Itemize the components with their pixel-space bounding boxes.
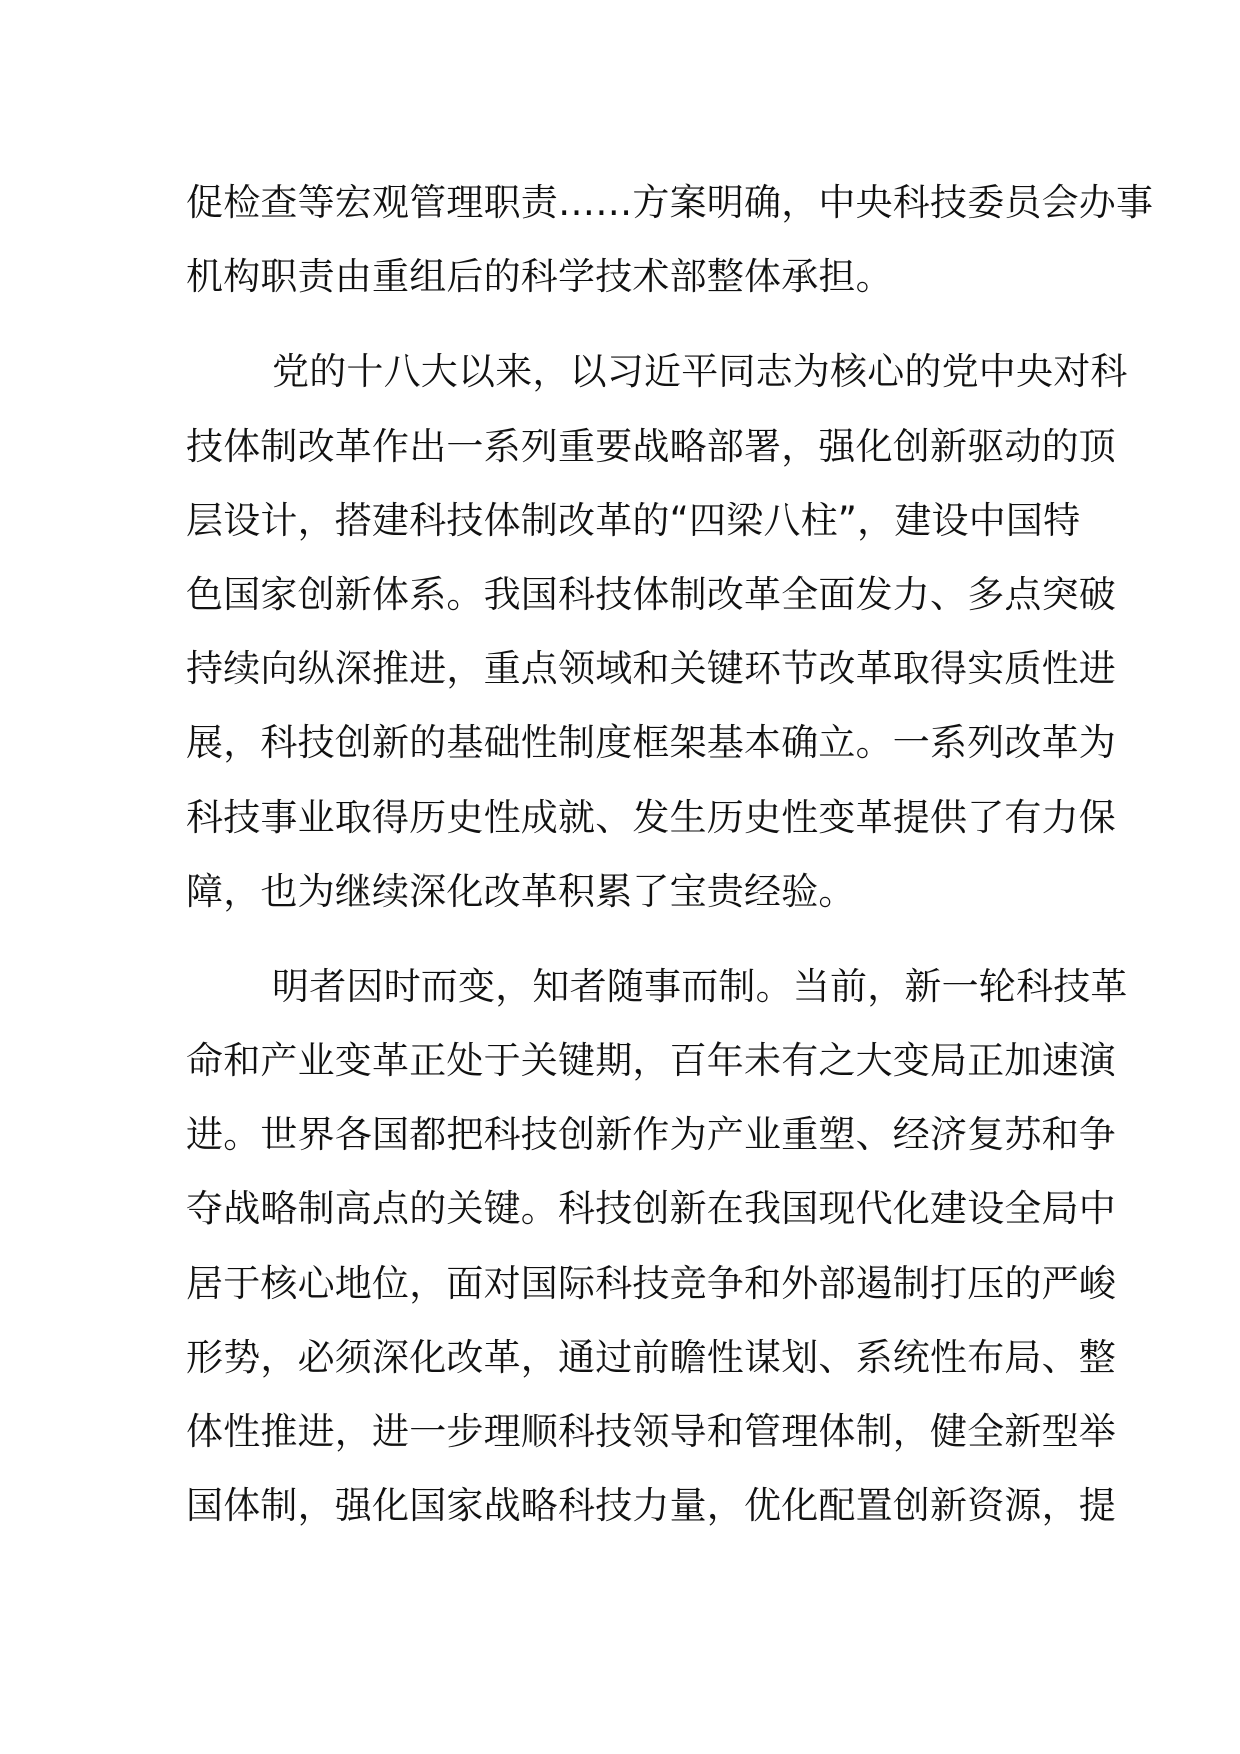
text-line: 夺战略制高点的关键。科技创新在我国现代化建设全局中 bbox=[186, 1187, 1116, 1231]
paragraph bbox=[186, 166, 1154, 314]
text-line: 障，也为继续深化改革积累了宝贵经验。 bbox=[186, 869, 856, 913]
paragraph bbox=[186, 335, 1128, 929]
text-line: 形势，必须深化改革，通过前瞻性谋划、系统性布局、整 bbox=[186, 1335, 1116, 1379]
paragraph-spacing bbox=[186, 314, 1056, 335]
text-line: 层设计，搭建科技体制改革的“四梁八柱”，建设中国特 bbox=[186, 498, 1081, 542]
paragraph-spacing bbox=[186, 929, 1056, 950]
text-line: 党的十八大以来，以习近平同志为核心的党中央对科 bbox=[272, 350, 1128, 394]
text-line: 促检查等宏观管理职责……方案明确，中央科技委员会办事 bbox=[186, 181, 1154, 224]
text-line: 体性推进，进一步理顺科技领导和管理体制，健全新型举 bbox=[186, 1410, 1116, 1453]
text-line: 机构职责由重组后的科学技术部整体承担。 bbox=[186, 255, 893, 299]
text-line: 进。世界各国都把科技创新作为产业重塑、经济复苏和争 bbox=[186, 1113, 1116, 1157]
document-body bbox=[186, 166, 1154, 1543]
text-line: 持续向纵深推进，重点领域和关键环节改革取得实质性进 bbox=[186, 647, 1116, 691]
text-line: 居于核心地位，面对国际科技竞争和外部遏制打压的严峻 bbox=[186, 1261, 1116, 1305]
text-line: 明者因时而变，知者随事而制。当前，新一轮科技革 bbox=[272, 964, 1128, 1008]
text-line: 展，科技创新的基础性制度框架基本确立。一系列改革为 bbox=[186, 721, 1116, 765]
text-line: 命和产业变革正处于关键期，百年未有之大变局正加速演 bbox=[186, 1039, 1116, 1083]
text-line: 技体制改革作出一系列重要战略部署，强化创新驱动的顶 bbox=[186, 424, 1116, 468]
text-line: 科技事业取得历史性成就、发生历史性变革提供了有力保 bbox=[186, 795, 1116, 839]
text-line: 色国家创新体系。我国科技体制改革全面发力、多点突破 bbox=[186, 572, 1116, 616]
text-line: 国体制，强化国家战略科技力量，优化配置创新资源，提 bbox=[186, 1484, 1116, 1528]
paragraph bbox=[186, 950, 1128, 1544]
